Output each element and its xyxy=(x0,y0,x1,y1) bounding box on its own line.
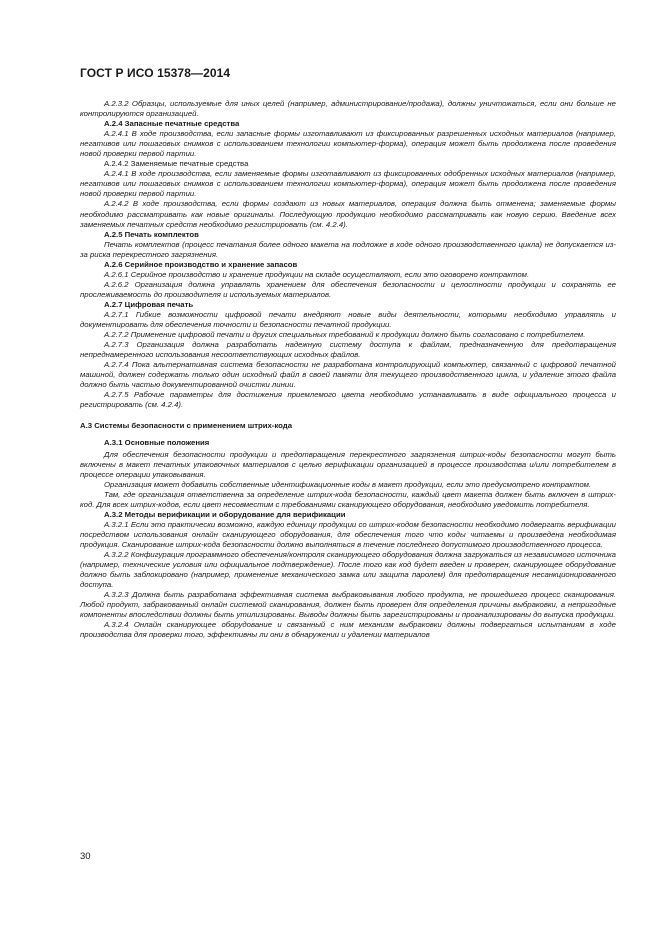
section-heading: А.3.2 Методы верификации и оборудование для верификации xyxy=(104,509,346,519)
paragraph: А.2.6.1 Серийное производство и хранение продукции на складе осуществляют, если это оговорено контрактом. xyxy=(104,269,530,279)
paragraph: А.2.7.1 Гибкие возможности цифровой печати внедряют новые виды деятельности, которыми необходимо управлять и документировать для обеспечения точности и безопасности печатной продукции. xyxy=(80,309,616,330)
paragraph: А.2.3.2 Образцы, используемые для иных целей (например, администрирование/продажа), должны уничтожаться, если они больше не контролируются организацией. xyxy=(80,99,616,119)
paragraph: А.3.2.4 Онлайн сканирующее оборудование и связанный с ним механизм выбраковки должны подвергаться испытаниям в ходе производства для проверки того, эффективны ли они в обнаружении и удалении материалов xyxy=(80,620,616,640)
document-body xyxy=(80,99,616,640)
paragraph: А.2.4.2 В ходе производства, если формы создают из новых материалов, операция должна быть отменена; заменяемые формы необходимо рассматривать как новые оригиналы. Последующую продукцию необходимо рассматривать как новую серию. Введение всех заменяемых печатных средств необходимо регистрировать (см. 4.2.4). xyxy=(80,199,616,229)
section-heading: А.2.7 Цифровая печать xyxy=(104,299,194,309)
page-number: 30 xyxy=(80,851,91,862)
section-heading: А.2.4 Запасные печатные средства xyxy=(104,119,240,129)
paragraph: А.3.2.1 Если это практически возможно, каждую единицу продукции со штрих-кодом безопасности необходимо подвергать верификации посредством использования онлайн сканирующего оборудования, для обеспечения того что коды читаемы и произведена необходимая продукция. Сканирование штрих-кода безопасности должно выполняться в течение последнего допустимого производственного процесса. xyxy=(80,519,616,549)
paragraph: А.3.2.3 Должна быть разработана эффективная система выбраковывания любого продукта, не прошедшего процесс сканирования. Любой продукт, забракованный онлайн системой сканирования, должен быть проверен для определения причины выбраковки, а непригодные компоненты впоследствии должны быть утилизированы. Выводы должны быть зарегистрированы и проанализированы до выпуска продукции. xyxy=(80,590,616,620)
section-heading: А.2.6 Серийное производство и хранение запасов xyxy=(104,259,298,269)
paragraph: А.2.7.2 Применение цифровой печати и других специальных требований к продукции должно быть согласовано с потребителем. xyxy=(104,330,586,340)
section-heading: А.2.5 Печать комплектов xyxy=(104,229,199,239)
section-heading-main: А.3 Системы безопасности с применением штрих-кода xyxy=(80,421,293,431)
paragraph: А.2.4.1 В ходе производства, если заменяемые формы изготавливают из фиксированных одобренных исходных материалов (например, негативов или пошаговых снимков с использованием технологии компьютер-форма), операция может быть продолжена после проведения новой проверки первой партии. xyxy=(80,169,616,199)
paragraph: А.2.7.3 Организация должна разработать надежную систему доступа к файлам, предназначенную для предотвращения непреднамеренного использования несоответствующих исходных файлов. xyxy=(80,340,616,360)
paragraph: А.2.6.2 Организация должна управлять хранением для обеспечения безопасности и целостности продукции и сохранять ее прослеживаемость до производителя и используемых материалов. xyxy=(80,279,616,299)
paragraph: А.2.4.1 В ходе производства, если запасные формы изготавливают из фиксированных разрешенных исходных материалов (например, негативов или пошаговых снимков с использованием технологии компьютер-форма), операция может быть продолжена после проведения новой проверки первой партии. xyxy=(80,129,616,159)
paragraph: А.2.4.2 Заменяемые печатные средства xyxy=(104,159,249,169)
paragraph: А.2.7.5 Рабочие параметры для достижения приемлемого цвета необходимо устанавливать в виде официального процесса и регистрировать (см. 4.2.4). xyxy=(80,390,616,410)
section-heading: А.3.1 Основные положения xyxy=(104,437,210,447)
paragraph: Печать комплектов (процесс печатания более одного макета на подложке в ходе одного производственного цикла) не допускается из-за риска перекрестного загрязнения. xyxy=(80,239,616,259)
paragraph: Организация может добавить собственные идентификационные коды в макет продукции, если это предусмотрено контрактом. xyxy=(104,479,592,489)
paragraph: А.3.2.2 Конфигурация программного обеспечения/контроля сканирующего оборудования должна загружаться из независимого источника (например, технические условия или официальное подтверждение). После того как код будет введен и проверен, сканирующее оборудование должно быть заблокировано (например, применение механического замка или защита паролем) для предотвращения несанкционированного доступа. xyxy=(80,550,616,590)
paragraph: А.2.7.4 Пока альтернативная система безопасности не разработана контролирующий компьютер, связанный с цифровой печатной машиной, должен содержать только один исходный файл в своей памяти для текущего производственного цикла, и удаление этого файла должно быть частью документированной очистки линии. xyxy=(80,360,616,390)
paragraph: Там, где организация ответственна за определение штрих-кода безопасности, каждый цвет макета должен быть включен в штрих-код. Для всех штрих-кодов, если цвет несовместим с требованиями сканирующего оборудования, необходимо уведомить потребителя. xyxy=(80,489,616,509)
paragraph: Для обеспечения безопасности продукции и предотвращения перекрестного загрязнения штрих-коды безопасности могут быть включены в макет печатных упаковочных материалов с целью верификации организацией в процессе производства и/или потребителем в процессе операции упаковывания. xyxy=(80,449,616,479)
standard-header: ГОСТ Р ИСО 15378—2014 xyxy=(80,66,231,80)
